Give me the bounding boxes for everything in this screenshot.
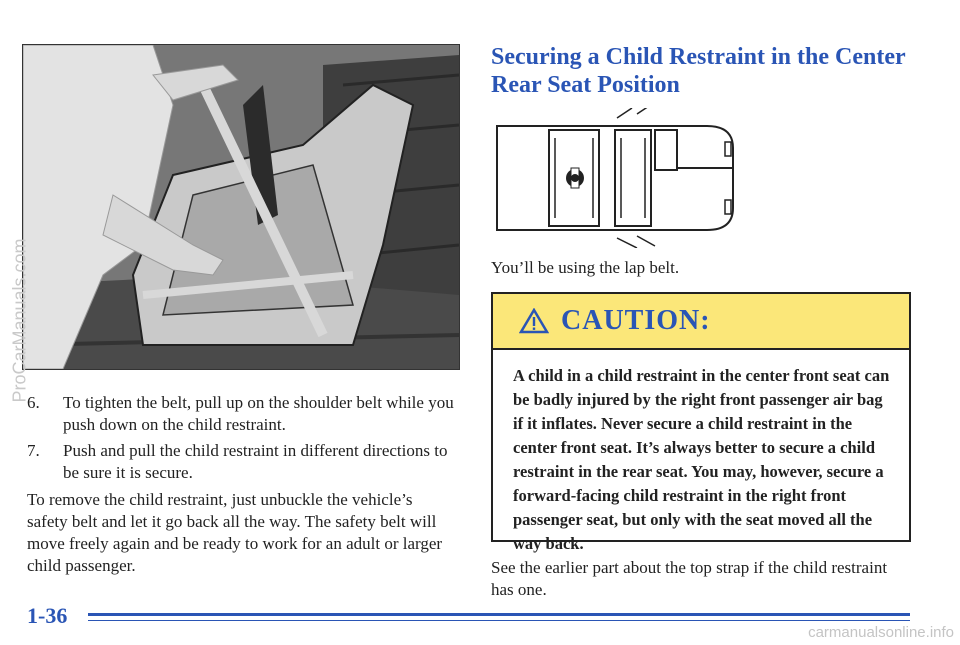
step-7 [27, 440, 467, 484]
step-text: Push and pull the child restraint in different directions to be sure it is secure. [63, 441, 448, 482]
page-number: 1-36 [27, 603, 68, 628]
caution-header [493, 294, 909, 350]
caution-body: A child in a child restraint in the center front seat can be badly injured by the right front passenger air bag if it inflates. Never secure a child restraint in the center front seat. It’s always better to secure a child restraint in the rear seat. You may, however, secure a forward-facing child restraint in the right front passenger seat, but only with the seat moved all the way back. [513, 366, 890, 553]
step-number: 7. [27, 441, 40, 460]
remove-restraint-paragraph: To remove the child restraint, just unbuckle the vehicle’s safety belt and let it go back all the way. The safety belt will move freely again and be ready to work for an adult or larger child passenger. [27, 490, 443, 575]
step-6 [27, 392, 467, 436]
watermark-bottom: carmanualsonline.info [808, 624, 954, 641]
section-heading: Securing a Child Restraint in the Center Rear Seat Position [491, 44, 906, 98]
footer-rule-thin [88, 620, 910, 621]
watermark-left: ProCarManuals.com [9, 238, 30, 403]
warning-triangle-icon [519, 308, 549, 334]
footer-rule [88, 613, 910, 616]
step-number: 6. [27, 393, 40, 412]
lap-belt-text: You’ll be using the lap belt. [491, 258, 680, 277]
caution-title: CAUTION: [561, 305, 711, 336]
top-strap-note: See the earlier part about the top strap if the child restraint has one. [491, 558, 888, 599]
child-restraint-photo [22, 44, 460, 370]
caution-box [491, 292, 911, 553]
step-text: To tighten the belt, pull up on the shoulder belt while you push down on the child restraint. [63, 393, 454, 434]
seat-position-diagram [487, 108, 737, 248]
